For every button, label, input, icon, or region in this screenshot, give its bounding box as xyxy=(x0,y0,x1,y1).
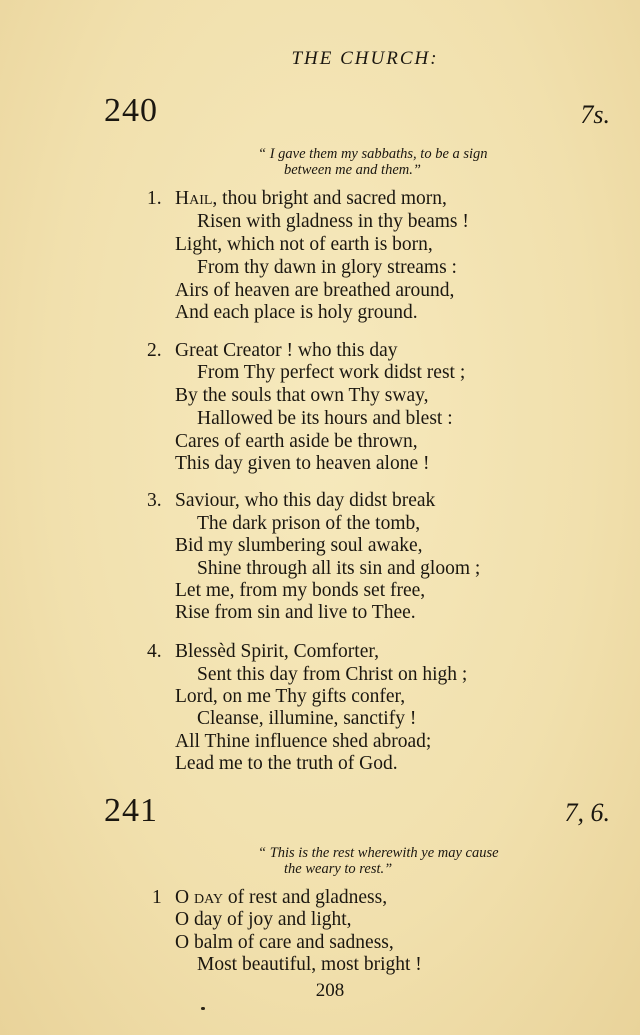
verse-number: 3. xyxy=(147,490,162,511)
epigraph-line: between me and them.” xyxy=(284,162,421,178)
verse-line: Lord, on me Thy gifts confer, xyxy=(175,686,406,707)
epigraph xyxy=(258,146,618,178)
hymn-number: 240 xyxy=(104,92,158,129)
verse-line: Hallowed be its hours and blest : xyxy=(197,408,453,429)
page-number: 208 xyxy=(315,980,345,1001)
verse-line-text: of rest and gladness, xyxy=(223,887,388,908)
verse-line: The dark prison of the tomb, xyxy=(197,513,421,534)
verse-line: Most beautiful, most bright ! xyxy=(197,954,422,975)
verse-line: Sent this day from Christ on high ; xyxy=(197,664,468,685)
verse-line xyxy=(175,887,387,909)
verse-number: 1 xyxy=(152,887,162,908)
verse-number: 4. xyxy=(147,641,162,662)
running-head: THE CHURCH: xyxy=(291,48,439,69)
verse-line: Bid my slumbering soul awake, xyxy=(175,535,423,556)
verse-line: And each place is holy ground. xyxy=(175,302,418,323)
verse-initial: Hail, xyxy=(175,188,218,209)
verse-line: O balm of care and sadness, xyxy=(175,932,394,953)
verse-line: Airs of heaven are breathed around, xyxy=(175,280,455,301)
verse-line: Risen with gladness in thy beams ! xyxy=(197,211,469,232)
hymn-meter: 7s. xyxy=(580,100,610,129)
epigraph-line: the weary to rest.” xyxy=(284,861,393,877)
verse-line: Lead me to the truth of God. xyxy=(175,753,398,774)
verse-line: Cares of earth aside be thrown, xyxy=(175,431,418,452)
verse-line: Great Creator ! who this day xyxy=(175,340,398,361)
verse-line: Saviour, who this day didst break xyxy=(175,490,436,511)
epigraph-line: “ This is the rest wherewith ye may cause xyxy=(258,845,499,861)
verse-line: This day given to heaven alone ! xyxy=(175,453,430,474)
epigraph-line: “ I gave them my sabbaths, to be a sign xyxy=(258,146,488,162)
verse-line: Blessèd Spirit, Comforter, xyxy=(175,641,379,662)
ink-speck xyxy=(201,1007,205,1010)
verse-line: Light, which not of earth is born, xyxy=(175,234,433,255)
verse-line: Let me, from my bonds set free, xyxy=(175,580,426,601)
verse-line-text: thou bright and sacred morn, xyxy=(217,188,447,209)
verse-line: From Thy perfect work didst rest ; xyxy=(197,362,466,383)
verse-number: 1. xyxy=(147,188,162,209)
epigraph xyxy=(258,845,618,877)
verse-line: From thy dawn in glory streams : xyxy=(197,257,457,278)
verse-line: By the souls that own Thy sway, xyxy=(175,385,429,406)
hymn-meter: 7, 6. xyxy=(564,798,610,827)
verse-line: Shine through all its sin and gloom ; xyxy=(197,558,481,579)
verse-line: All Thine influence shed abroad; xyxy=(175,731,432,752)
hymn-number: 241 xyxy=(104,792,158,829)
verse-initial: O day xyxy=(175,887,224,908)
verse-line: Rise from sin and live to Thee. xyxy=(175,602,416,623)
verse-line: Cleanse, illumine, sanctify ! xyxy=(197,708,417,729)
verse-line: O day of joy and light, xyxy=(175,909,352,930)
verse-number: 2. xyxy=(147,340,162,361)
verse-line xyxy=(175,188,447,210)
